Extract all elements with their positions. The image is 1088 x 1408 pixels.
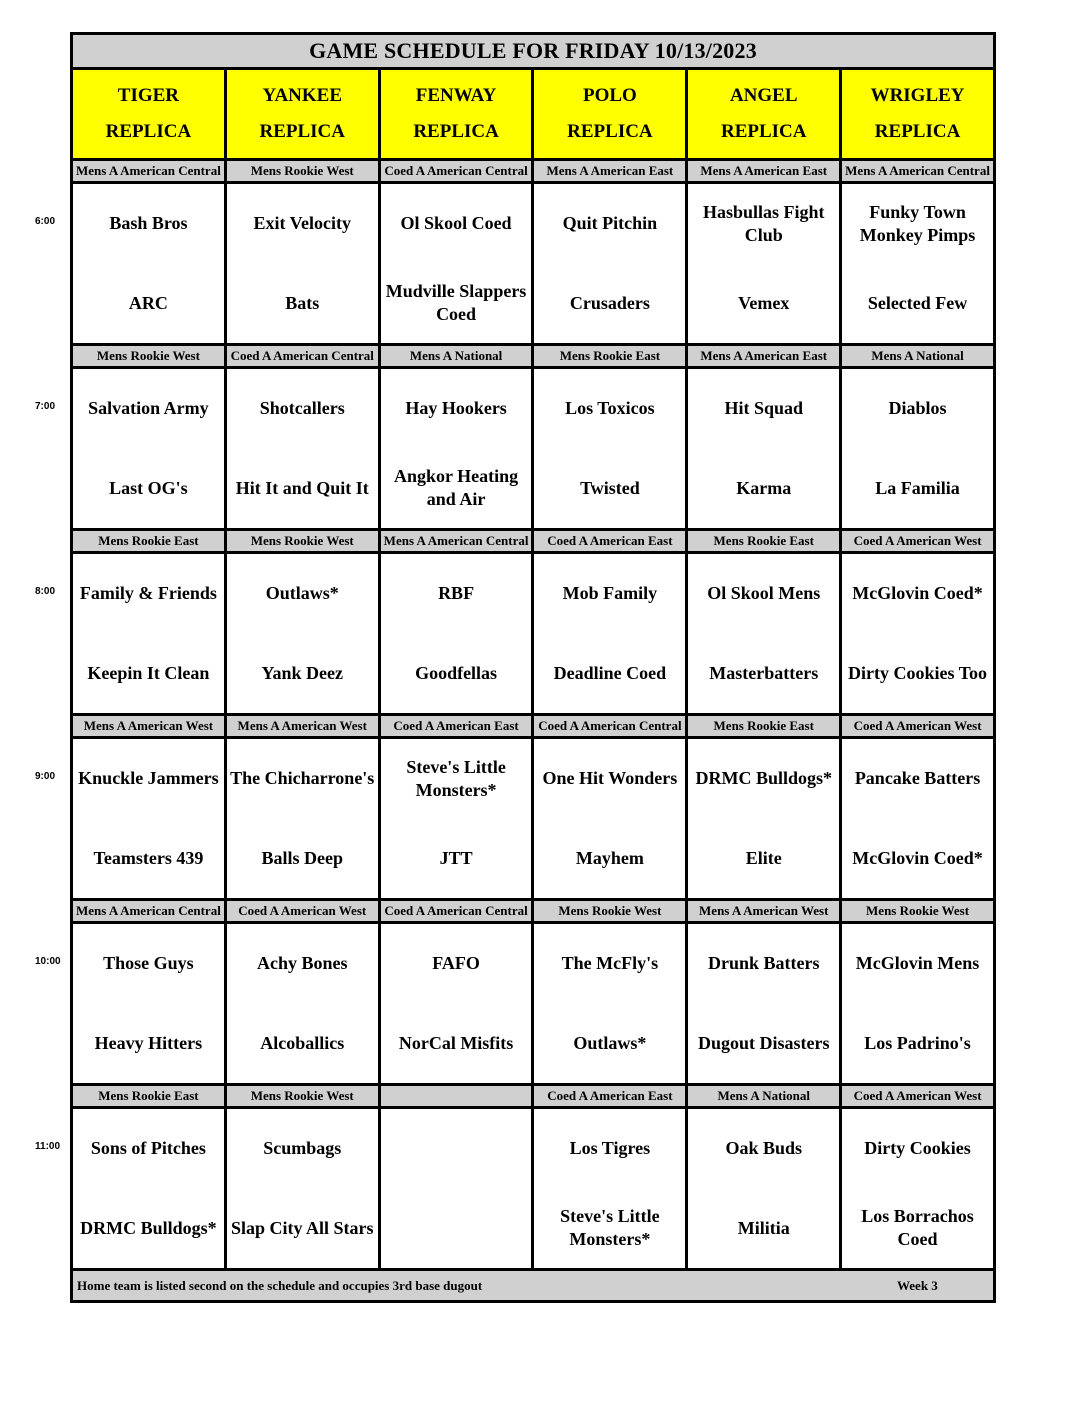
home-team: Vemex	[738, 292, 790, 313]
away-team: Mob Family	[562, 583, 658, 604]
away-team: Ol Skool Coed	[400, 213, 512, 234]
game-cell	[534, 924, 688, 1083]
home-team: Deadline Coed	[553, 662, 667, 683]
away-team	[381, 1109, 532, 1189]
field-name: FENWAY	[415, 85, 497, 106]
division-row	[73, 716, 993, 739]
game-cell	[842, 554, 993, 713]
division-label: Mens Rookie West	[73, 346, 227, 366]
game-cell	[227, 184, 381, 343]
time-label: 11:00	[35, 1141, 61, 1152]
division-label: Mens A American Central	[845, 163, 990, 178]
home-team: DRMC Bulldogs*	[80, 1217, 217, 1238]
game-cell	[688, 739, 842, 898]
game-cell	[842, 369, 993, 528]
away-team: Los Toxicos	[565, 398, 655, 419]
field-name: WRIGLEY	[870, 85, 965, 106]
game-row	[73, 184, 993, 346]
division-label: Mens A American Central	[73, 901, 227, 921]
away-team: Dirty Cookies	[864, 1138, 971, 1159]
away-team: Bash Bros	[109, 213, 188, 234]
away-team: Scumbags	[263, 1138, 342, 1159]
division-label: Coed A American West	[853, 533, 982, 548]
time-label: 9:00	[35, 771, 56, 782]
game-cell	[534, 184, 688, 343]
away-team: Ol Skool Mens	[707, 583, 821, 604]
home-team: Crusaders	[569, 292, 650, 313]
home-team: Slap City All Stars	[230, 1217, 374, 1238]
away-team: Family & Friends	[79, 583, 217, 604]
game-row	[73, 739, 993, 901]
division-label: Mens Rookie West	[227, 1086, 381, 1106]
field-name: ANGEL	[729, 85, 798, 106]
field-subtitle: REPLICA	[105, 121, 192, 142]
away-team: Outlaws*	[265, 583, 339, 604]
away-team: Hit Squad	[724, 398, 803, 419]
away-team: Achy Bones	[256, 953, 348, 974]
home-team: Twisted	[580, 477, 640, 498]
home-team: Mayhem	[575, 847, 644, 868]
home-team: Keepin It Clean	[87, 662, 210, 683]
home-team: Los Padrino's	[864, 1032, 971, 1053]
division-label: Mens A American East	[534, 161, 688, 181]
field-header-polo	[534, 70, 688, 158]
game-cell	[381, 739, 535, 898]
field-header-angel	[688, 70, 842, 158]
division-label: Coed A American Central	[381, 901, 535, 921]
field-subtitle: REPLICA	[259, 121, 345, 142]
game-cell	[688, 184, 842, 343]
home-team: NorCal Misfits	[398, 1032, 514, 1053]
game-cell	[534, 1109, 688, 1268]
game-row	[73, 554, 993, 716]
game-cell	[227, 739, 381, 898]
division-row	[73, 346, 993, 369]
game-cell	[688, 369, 842, 528]
game-cell	[73, 184, 227, 343]
home-team: Balls Deep	[261, 847, 343, 868]
home-team: ARC	[128, 292, 168, 313]
division-label: Coed A American West	[227, 901, 381, 921]
home-team: Bats	[285, 292, 320, 313]
away-team: Oak Buds	[725, 1138, 802, 1159]
game-cell	[381, 554, 535, 713]
away-team: DRMC Bulldogs*	[695, 768, 832, 789]
division-label: Mens A American West	[73, 716, 227, 736]
home-team: Teamsters 439	[93, 847, 204, 868]
game-cell	[534, 369, 688, 528]
time-slots	[73, 161, 993, 1271]
time-label: 6:00	[35, 216, 56, 227]
away-team: The Chicharrone's	[230, 768, 375, 789]
home-team: Karma	[736, 477, 792, 498]
game-cell	[688, 1109, 842, 1268]
division-row	[73, 1086, 993, 1109]
game-cell	[688, 554, 842, 713]
away-team: Drunk Batters	[707, 953, 820, 974]
home-team: Los Borrachos Coed	[861, 1206, 974, 1250]
division-label: Coed A American East	[534, 1086, 688, 1106]
game-cell	[842, 739, 993, 898]
game-row	[73, 1109, 993, 1271]
away-team: Steve's Little Monsters*	[406, 756, 506, 800]
home-team: Selected Few	[867, 292, 968, 313]
home-team: Militia	[737, 1217, 790, 1238]
division-label: Coed A American West	[853, 718, 982, 733]
field-name: TIGER	[117, 85, 180, 106]
division-label: Coed A American Central	[227, 346, 381, 366]
field-subtitle: REPLICA	[567, 121, 653, 142]
game-cell	[381, 924, 535, 1083]
away-team: Exit Velocity	[253, 213, 351, 234]
schedule-footer	[73, 1271, 993, 1300]
away-team: Quit Pitchin	[562, 213, 658, 234]
game-cell	[688, 924, 842, 1083]
field-header-wrigley	[842, 70, 993, 158]
division-label: Coed A American East	[534, 531, 688, 551]
schedule-sheet	[70, 32, 996, 1303]
away-team: Salvation Army	[88, 398, 209, 419]
division-label: Coed A American West	[853, 1088, 982, 1103]
home-team: Steve's Little Monsters*	[560, 1206, 660, 1250]
division-label: Mens Rookie East	[688, 716, 842, 736]
game-cell	[227, 369, 381, 528]
away-team: McGlovin Coed*	[852, 583, 983, 604]
game-cell	[227, 924, 381, 1083]
division-row	[73, 531, 993, 554]
division-label: Mens A American East	[688, 161, 842, 181]
division-label: Mens Rookie East	[534, 346, 688, 366]
away-team: The McFly's	[561, 953, 659, 974]
home-team: Outlaws*	[573, 1032, 647, 1053]
game-cell	[842, 1109, 993, 1268]
away-team: RBF	[438, 583, 475, 604]
away-team: Hay Hookers	[405, 398, 507, 419]
division-label: Mens A American East	[688, 346, 842, 366]
game-cell	[534, 739, 688, 898]
division-label	[381, 1086, 535, 1106]
home-team: Dugout Disasters	[697, 1032, 830, 1053]
division-label: Mens A National	[688, 1086, 842, 1106]
game-cell	[227, 1109, 381, 1268]
time-label: 7:00	[35, 401, 56, 412]
home-team: Mudville Slappers Coed	[385, 281, 527, 325]
field-name: YANKEE	[262, 85, 343, 106]
time-label: 10:00	[35, 956, 61, 967]
game-cell	[381, 1109, 535, 1268]
field-header-tiger	[73, 70, 227, 158]
division-label: Mens A American Central	[73, 161, 227, 181]
division-row	[73, 901, 993, 924]
away-team: Pancake Batters	[854, 768, 981, 789]
week-label: Week 3	[897, 1277, 938, 1293]
division-label: Mens Rookie West	[227, 161, 381, 181]
away-team: Funky Town Monkey Pimps	[859, 201, 976, 245]
home-team: Dirty Cookies Too	[848, 662, 988, 683]
home-team: Masterbatters	[709, 662, 819, 683]
game-cell	[381, 184, 535, 343]
division-label: Coed A American Central	[381, 161, 535, 181]
division-row	[73, 161, 993, 184]
away-team: Diablos	[888, 398, 947, 419]
division-label: Mens A National	[381, 346, 535, 366]
field-subtitle: REPLICA	[720, 121, 807, 142]
home-team: Hit It and Quit It	[235, 477, 369, 498]
game-cell	[73, 1109, 227, 1268]
division-label: Mens A American West	[688, 901, 842, 921]
away-team: McGlovin Mens	[855, 953, 980, 974]
game-cell	[534, 554, 688, 713]
home-team: Elite	[745, 847, 782, 868]
division-label: Mens Rookie East	[688, 531, 842, 551]
game-cell	[842, 924, 993, 1083]
away-team: One Hit Wonders	[542, 768, 678, 789]
division-label: Mens Rookie East	[73, 531, 227, 551]
away-team: Knuckle Jammers	[78, 768, 219, 789]
game-row	[73, 924, 993, 1086]
home-team: JTT	[439, 847, 473, 868]
away-team: Hasbullas Fight Club	[702, 201, 825, 245]
game-cell	[73, 924, 227, 1083]
home-team: Angkor Heating and Air	[393, 466, 519, 510]
division-label: Mens Rookie East	[73, 1086, 227, 1106]
division-label: Mens Rookie West	[534, 901, 688, 921]
away-team: Sons of Pitches	[90, 1138, 206, 1159]
home-team: Yank Deez	[261, 662, 343, 683]
time-label: 8:00	[35, 586, 56, 597]
away-team: Shotcallers	[259, 398, 345, 419]
game-cell	[227, 554, 381, 713]
field-header-fenway	[381, 70, 535, 158]
division-label: Mens A American Central	[381, 531, 535, 551]
home-team: McGlovin Coed*	[852, 847, 983, 868]
home-team: Goodfellas	[415, 662, 498, 683]
game-row	[73, 369, 993, 531]
home-team: La Familia	[875, 477, 960, 498]
game-cell	[73, 554, 227, 713]
division-label: Coed A American Central	[534, 716, 688, 736]
home-team: Heavy Hitters	[94, 1032, 203, 1053]
home-team: Last OG's	[109, 477, 188, 498]
game-cell	[73, 369, 227, 528]
division-label: Mens Rookie West	[866, 903, 970, 918]
field-name: POLO	[582, 85, 637, 106]
division-label: Mens A American West	[227, 716, 381, 736]
division-label: Coed A American East	[381, 716, 535, 736]
away-team: FAFO	[432, 953, 480, 974]
home-team: Alcoballics	[260, 1032, 345, 1053]
division-label: Mens A National	[871, 348, 964, 363]
field-header-row	[73, 70, 993, 161]
home-team-note: Home team is listed second on the schedule and occupies 3rd base dugout	[77, 1277, 483, 1293]
schedule-title: GAME SCHEDULE FOR FRIDAY 10/13/2023	[73, 35, 993, 70]
field-header-yankee	[227, 70, 381, 158]
division-label: Mens Rookie West	[227, 531, 381, 551]
field-subtitle: REPLICA	[413, 121, 499, 142]
away-team: Those Guys	[103, 953, 194, 974]
game-cell	[842, 184, 993, 343]
game-cell	[381, 369, 535, 528]
game-cell	[73, 739, 227, 898]
home-team	[381, 1189, 532, 1269]
field-subtitle: REPLICA	[874, 121, 961, 142]
away-team: Los Tigres	[569, 1138, 651, 1159]
